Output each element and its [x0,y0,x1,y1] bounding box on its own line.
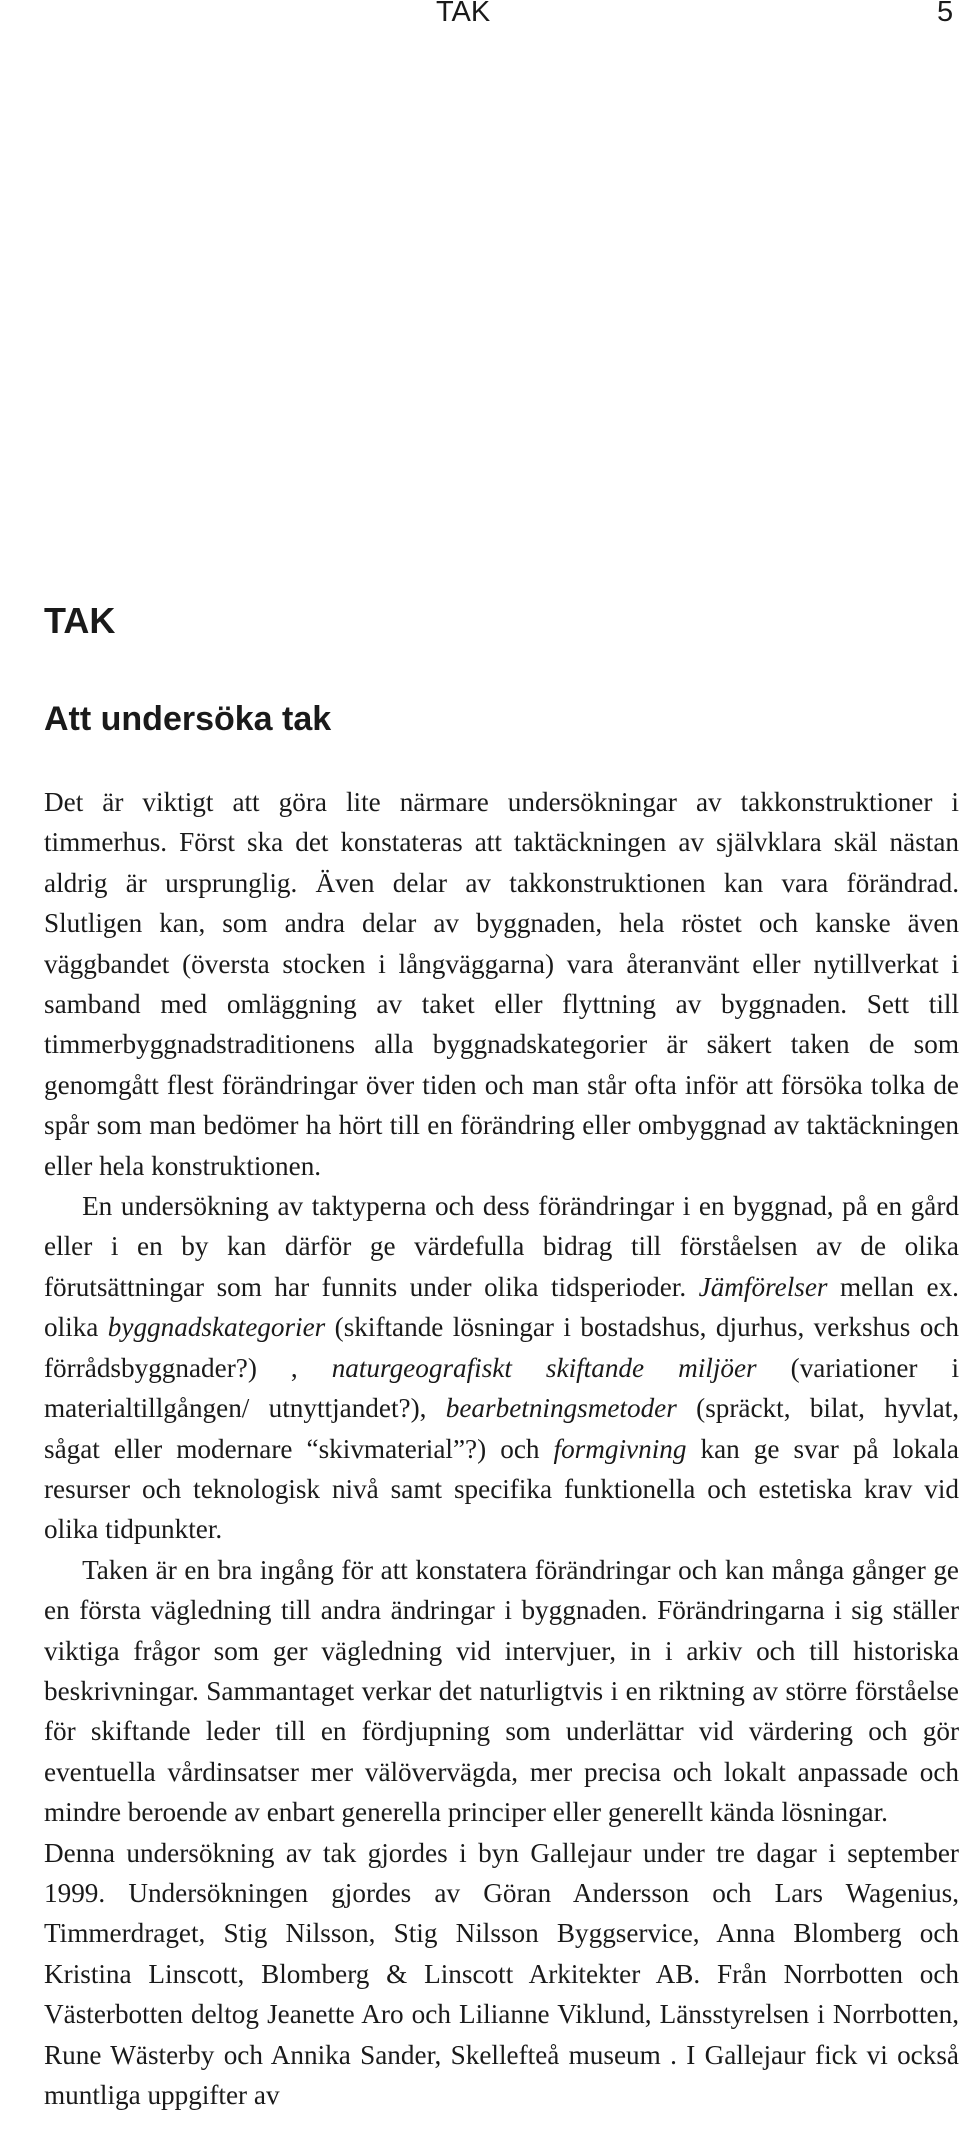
paragraph-2-text: En undersökning av taktyperna och dess förändringar i en byggnad, på en gård eller i en by kan därför ge värdefulla bidrag till förståelsen av de olika förutsättningar som har funnits under olika tidsperioder. [44,1191,959,1302]
paragraph-4-text: Denna undersökning av tak gjordes i byn Gallejaur under tre dagar i september 1999. Undersökningen gjordes av Göran Andersson och Lars Wagenius, Timmerdraget, Stig Nilsson, Stig Nilsson Byggservice, Anna Blomberg och Kristina Linscott, Blomberg & Linscott Arkitekter AB. Från Norrbotten och Västerbotten deltog Jeanette Aro och Lilianne Viklund, Länsstyrelsen i Norrbotten, Rune Wästerby och Annika Sander, Skellefteå museum . I Gallejaur fick vi också muntliga uppgifter av [44,1837,959,2110]
paragraph-2-emphasis: naturgeografiskt skiftande miljöer [331,1352,757,1383]
paragraph-3 [44,1550,959,1833]
paragraph-2-emphasis: formgivning [553,1433,687,1464]
paragraph-1-text: Det är viktigt att göra lite närmare undersökningar av takkonstruktioner i timmerhus. Först ska det konstateras att taktäckningen av självklara skäl nästan aldrig är ursprunglig. Även delar av takkonstruktionen kan vara förändrad. Slutligen kan, som andra delar av byggnaden, hela röstet och kanske även väggbandet (översta stocken i långväggarna) vara återanvänt eller nytillverkat i samband med omläggning av taket eller flyttning av byggnaden. Sett till timmerbyggnadstraditionens alla byggnadskategorier är säkert taken de som genomgått flest förändringar över tiden och man står ofta inför att försöka tolka de spår som man bedömer ha hört till en förändring eller ombyggnad av taktäckningen eller hela konstruktionen. [44,787,959,1181]
section-title: TAK [44,600,116,641]
paragraph-2-text: mellan ex. olika [44,1271,959,1343]
paragraph-2-text: (variationer i materialtillgången/ utnyttjandet?), [44,1352,960,1424]
body-text [44,782,959,2115]
page-number: 5 [937,0,954,28]
paragraph-1 [44,782,959,1186]
paragraph-2-text: (spräckt, bilat, hyvlat, sågat eller modernare “skivmaterial”?) och [44,1393,959,1464]
running-head-title: TAK [436,0,491,28]
running-head [0,0,960,32]
paragraph-2 [44,1186,959,1550]
paragraph-2-emphasis: bearbetningsmetoder [445,1393,677,1424]
paragraph-2-emphasis: byggnadskategorier [107,1312,326,1343]
paragraph-2-emphasis: Jämförelser [698,1271,828,1302]
paragraph-3-text: Taken är en bra ingång för att konstatera förändringar och kan många gånger ge en första vägledning till andra ändringar i byggnaden. Förändringarna i sig ställer viktiga frågor som ger vägledning vid intervjuer, in i arkiv och till historiska beskrivningar. Sammantaget verkar det naturligtvis i en riktning av större förståelse för skiftande leder till en fördjupning som underlättar vid värdering och gör eventuella vårdinsatser mer välövervägda, mer precisa och lokalt anpassade och mindre beroende av enbart generella principer eller generellt kända lösningar. [44,1554,959,1828]
subsection-title: Att undersöka tak [44,700,332,738]
paragraph-4 [44,1833,959,2116]
paragraph-2-text: (skiftande lösningar i bostadshus, djurhus, verkshus och förrådsbyggnader?) , [44,1312,959,1383]
paragraph-2-text: kan ge svar på lokala resurser och teknologisk nivå samt specifika funktionella och estetiska krav vid olika tidpunkter. [44,1433,959,1545]
